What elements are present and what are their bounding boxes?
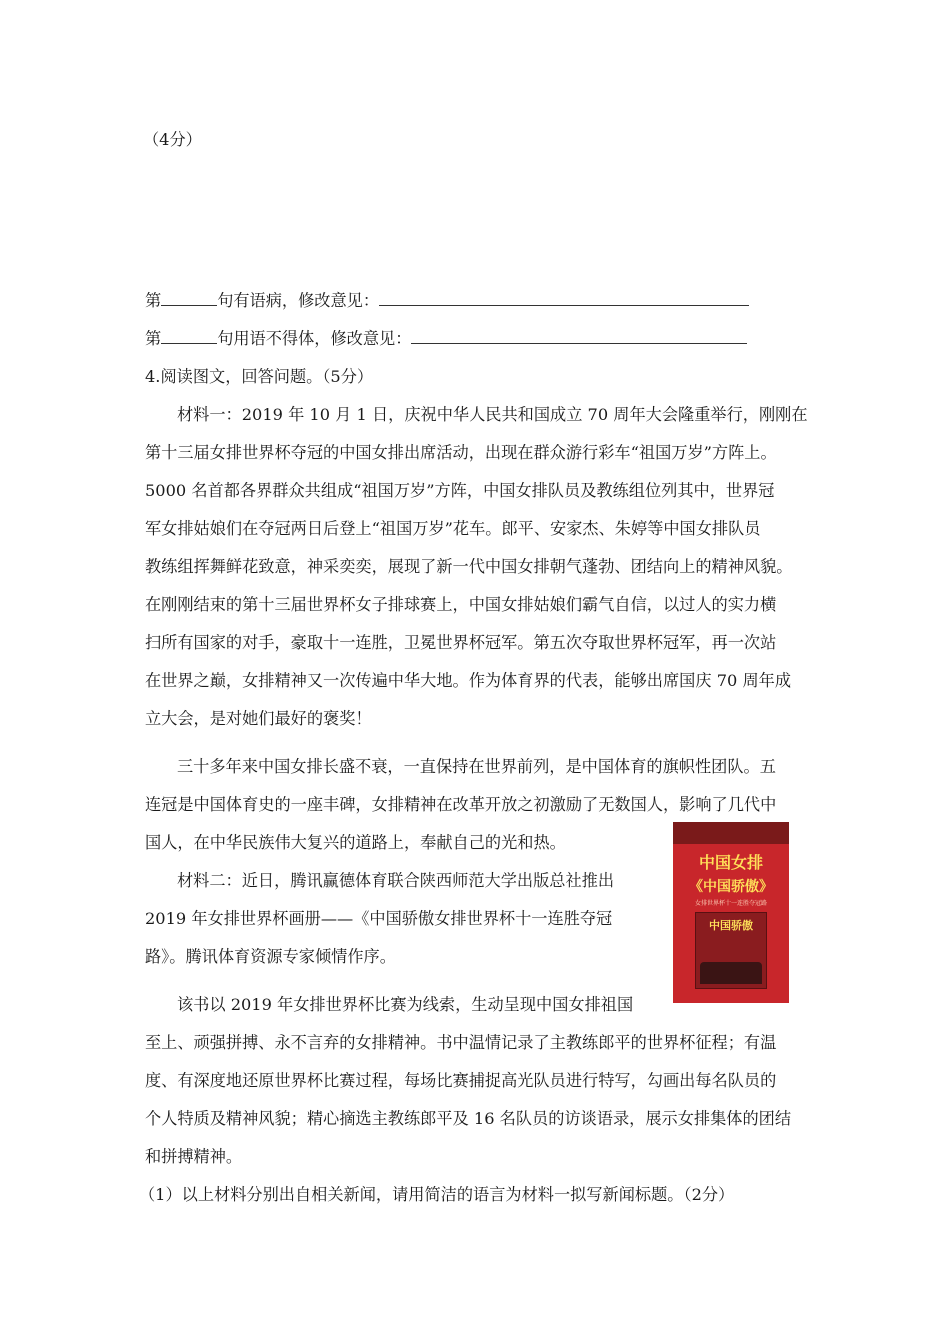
material1-line: 材料一：2019 年 10 月 1 日，庆祝中华人民共和国成立 70 周年大会隆重举行，刚刚在 xyxy=(177,405,808,424)
material2-line: 材料二：近日，腾讯赢德体育联合陕西师范大学出版总社推出 xyxy=(177,871,615,890)
material2b-line: 个人特质及精神风貌；精心摘选主教练郎平及 16 名队员的访谈语录，展示女排集体的团结 xyxy=(145,1109,792,1128)
material2b-line: 至上、顽强拼搏、永不言弃的女排精神。书中温情记录了主教练郎平的世界杯征程；有温 xyxy=(145,1033,777,1052)
material1-line: 在刚刚结束的第十三届世界杯女子排球赛上，中国女排姑娘们霸气自信，以过人的实力横 xyxy=(145,595,777,614)
cover-team-photo xyxy=(700,962,762,984)
material1-line: 教练组挥舞鲜花致意，神采奕奕，展现了新一代中国女排朝气蓬勃、团结向上的精神风貌。 xyxy=(145,557,793,576)
q4-title: 4.阅读图文，回答问题。（5分） xyxy=(145,367,374,386)
cover-subtitle: 女排世界杯十一连胜夺冠路 xyxy=(694,900,767,907)
material2-line: 2019 年女排世界杯画册——《中国骄傲女排世界杯十一连胜夺冠 xyxy=(145,909,613,928)
q3-blank-line-2 xyxy=(145,328,747,350)
cover-title-book: 《中国骄傲》 xyxy=(689,879,773,895)
material1b-line: 三十多年来中国女排长盛不衰，一直保持在世界前列，是中国体育的旗帜性团队。五 xyxy=(177,757,776,776)
material1-line: 军女排姑娘们在夺冠两日后登上“祖国万岁”花车。郎平、安家杰、朱婷等中国女排队员 xyxy=(145,519,761,538)
material1b-line: 国人，在中华民族伟大复兴的道路上，奉献自己的光和热。 xyxy=(145,833,566,852)
q3-sentence-number-blank-1[interactable] xyxy=(161,291,217,306)
material1-line: 5000 名首都各界群众共组成“祖国万岁”方阵，中国女排队员及教练组位列其中，世界冠 xyxy=(145,481,775,500)
q3-blank-line-1 xyxy=(145,290,749,312)
q3-line1-suffix: 句有语病，修改意见： xyxy=(217,291,380,310)
material1-line: 立大会，是对她们最好的褒奖！ xyxy=(145,709,372,728)
q4-1-question: （1）以上材料分别出自相关新闻，请用简洁的语言为材料一拟写新闻标题。（2分） xyxy=(139,1185,735,1204)
cover-title-main: 中国女排 xyxy=(698,853,763,872)
material2b-line: 该书以 2019 年女排世界杯比赛为线索，生动呈现中国女排祖国 xyxy=(177,995,634,1014)
material1-line: 扫所有国家的对手，豪取十一连胜，卫冕世界杯冠军。第五次夺取世界杯冠军，再一次站 xyxy=(145,633,777,652)
cover-top-band xyxy=(673,822,789,844)
cover-inner-title: 中国骄傲 xyxy=(709,919,753,932)
cover-photo xyxy=(695,912,767,989)
material2-line: 路》。腾讯体育资源专家倾情作序。 xyxy=(145,947,396,966)
book-cover-image xyxy=(673,822,789,1003)
q3-line2-prefix: 第 xyxy=(145,329,162,348)
q3-revision-blank-1[interactable] xyxy=(379,291,749,306)
q3-line2-suffix: 句用语不得体，修改意见： xyxy=(217,329,412,348)
q3-revision-blank-2[interactable] xyxy=(411,329,747,344)
material1b-line: 连冠是中国体育史的一座丰碑，女排精神在改革开放之初激励了无数国人，影响了几代中 xyxy=(145,795,777,814)
material1-line: 第十三届女排世界杯夺冠的中国女排出席活动，出现在群众游行彩车“祖国万岁”方阵上。 xyxy=(145,443,777,462)
score-label: （4分） xyxy=(143,130,202,149)
material2b-line: 度、有深度地还原世界杯比赛过程，每场比赛捕捉高光队员进行特写，勾画出每名队员的 xyxy=(145,1071,777,1090)
material2b-line: 和拼搏精神。 xyxy=(145,1147,243,1166)
q3-line1-prefix: 第 xyxy=(145,291,162,310)
q3-sentence-number-blank-2[interactable] xyxy=(161,329,217,344)
material1-line: 在世界之巅，女排精神又一次传遍中华大地。作为体育界的代表，能够出席国庆 70 周年成 xyxy=(145,671,792,690)
